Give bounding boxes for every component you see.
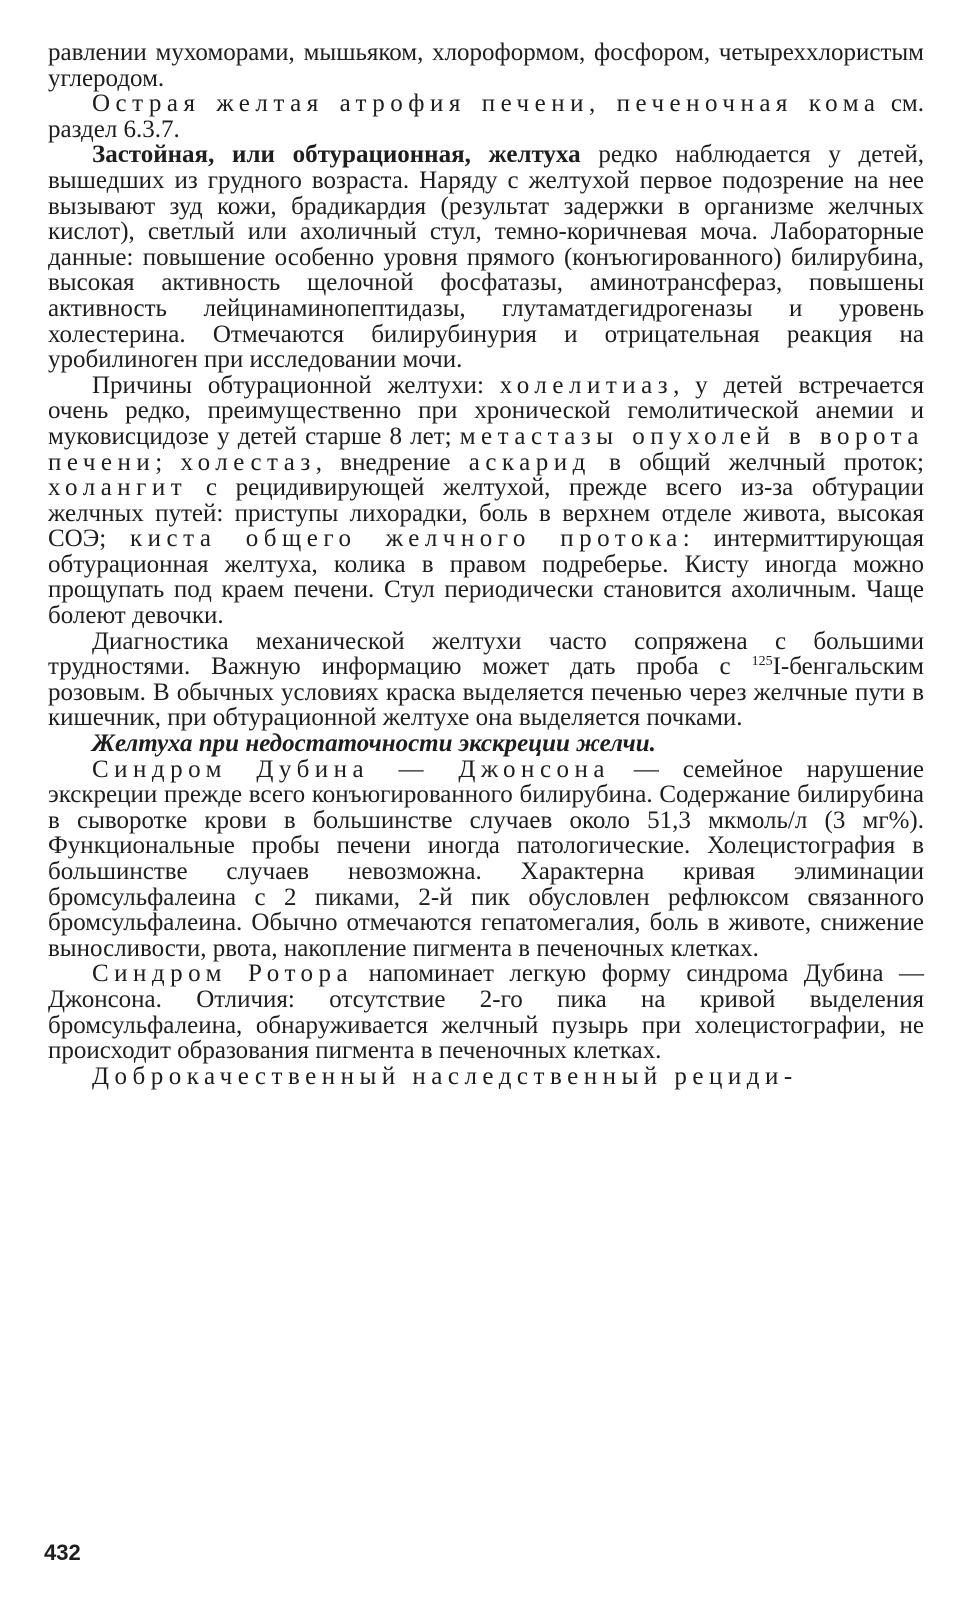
text-run: — семейное нарушение экскреции прежде всего конъюгированного билирубина. Содержание билирубина в сыворотке крови в большинстве случаев около 51,3 мкмоль/л (3 мг%). Функциональные пробы печени иногда патологические. Холецистография в большинстве случаев невозможна. Характерна кривая элиминации бромсульфалеина с 2 пиками, 2-й пик обусловлен рефлюксом связанного бромсульфалеина. Обычно отмечаются гепатомегалия, боль в животе, снижение выносливости, рвота, накопление пигмента в печеночных клетках. xyxy=(48,755,924,962)
text-run: , внедрение xyxy=(315,448,469,476)
superscript: 125 xyxy=(751,654,773,670)
text-run: с рецидивирующей желтухой, прежде всего из-за обтурации желчных путей: приступы лихорадки, боль в верхнем отделе живота, высокая СОЭ; xyxy=(48,474,924,553)
text-run: в общий желчный проток; xyxy=(590,448,924,476)
spaced-term: холангит xyxy=(48,474,188,502)
page-number: 432 xyxy=(44,1540,81,1565)
spaced-term: киста общего желчного протока xyxy=(130,525,683,553)
spaced-term: холелитиаз xyxy=(499,371,674,399)
spaced-term: аскарид xyxy=(468,448,591,476)
text-run: напоминает легкую форму синдрома Дубина — Джонсона. Отличия: отсутствие 2-го пика на кривой выделения бромсульфалеина, обнаруживается желчный пузырь при холецистографии, не происходит образования пигмента в печеночных клетках. xyxy=(48,960,925,1065)
spaced-term: Синдром Ротора xyxy=(92,960,354,988)
text-run: редко наблюдается у детей, вышедших из грудного возраста. Наряду с желтухой первое подозрение на нее вызывают зуд кожи, брадикардия (результат задержки в организме желчных кислот), светлый или ахоличный стул, темно-коричневая моча. Лабораторные данные: повышение особенно уровня прямого (конъюгированного) билирубина, высокая активность щелочной фосфатазы, аминотрансфераз, повышены активность лейцинаминопептидазы, глутаматдегидрогеназы и уровень холестерина. Отмечаются билирубинурия и отрицательная реакция на уробилиноген при исследовании мочи. xyxy=(48,141,924,374)
spaced-term: метастазы опухолей в ворота печени xyxy=(48,422,924,476)
spaced-term: холестаз xyxy=(180,448,316,476)
spaced-term: Синдром Дубина — Джонсона xyxy=(92,755,611,783)
spaced-term: Доброкачественный наследственный рециди- xyxy=(92,1062,798,1090)
text-run: Причины обтурационной желтухи: xyxy=(92,371,500,399)
subsection-heading: Желтуха при недостаточности экскреции желчи. xyxy=(92,730,656,758)
text-run: ; xyxy=(155,448,181,476)
text-run: : интермиттирующая обтурационная желтуха, колика в правом подреберье. Кисту иногда можно прощупать под краем печени. Стул периодически становится ахоличным. Чаще болеют девочки. xyxy=(48,525,924,630)
section-heading: Застойная, или обтурационная, желтуха xyxy=(92,141,581,169)
paragraph-benign-recurrent xyxy=(48,1064,924,1090)
paragraph-acute-atrophy xyxy=(48,91,924,142)
text-run: I-бенгальским розовым. В обычных условиях краска выделяется печенью через желчные пути в кишечник, при обтурационной желтухе она выделяется почками. xyxy=(48,653,924,732)
text-run: см. раздел 6.3.7. xyxy=(48,90,924,143)
paragraph-diagnostics xyxy=(48,629,924,731)
text-run: , у детей встречается очень редко, преимущественно при хронической гемолитической анемии и муковисцидозе у детей старше 8 лет; xyxy=(48,371,925,450)
paragraph-rotor xyxy=(48,961,924,1063)
spaced-term: Острая желтая атрофия печени, печеночная кома xyxy=(92,90,881,118)
paragraph-continuation: равлении мухоморами, мышьяком, хлороформом, фосфором, четыреххлористым углеродом. xyxy=(48,39,924,92)
paragraph-causes xyxy=(48,373,924,629)
text-run: Диагностика механической желтухи часто сопряжена с большими трудностями. Важную информацию может дать проба с xyxy=(48,627,924,681)
page-body xyxy=(48,40,924,1089)
paragraph-obstructive-jaundice xyxy=(48,142,924,372)
paragraph-dubin-johnson xyxy=(48,757,924,962)
